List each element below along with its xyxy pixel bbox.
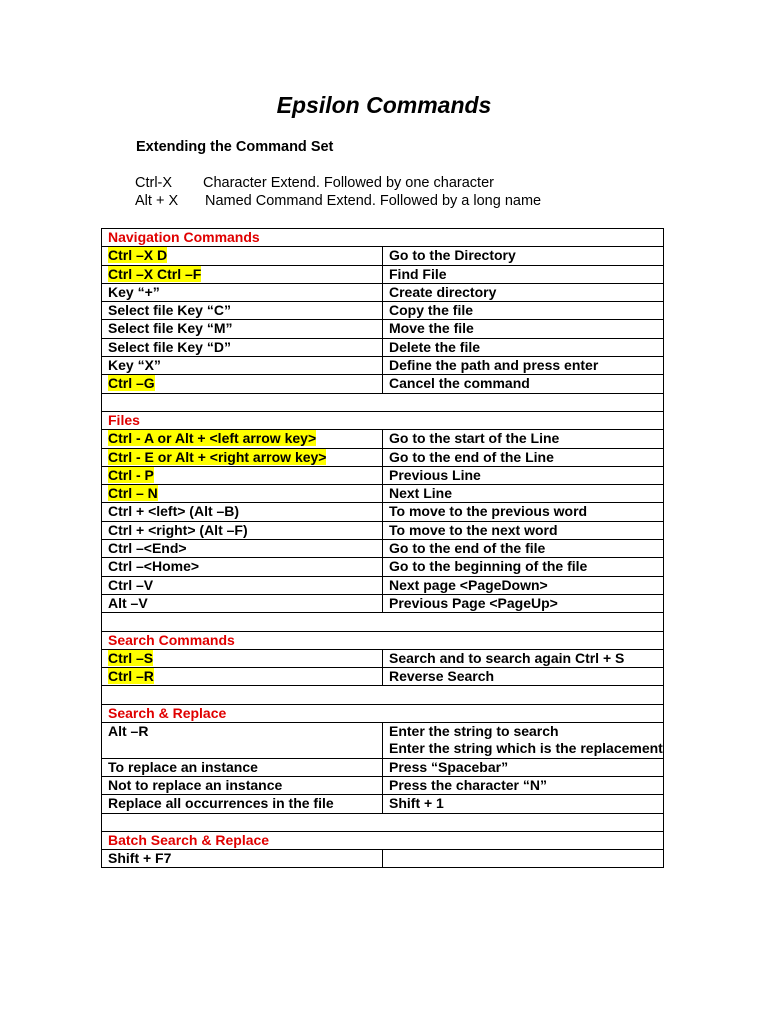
highlighted-key: Ctrl –G (108, 375, 155, 392)
highlighted-key: Ctrl – N (108, 485, 158, 502)
command-action: Next Line (383, 485, 664, 503)
command-key: Not to replace an instance (102, 776, 383, 794)
table-row (102, 723, 664, 759)
table-row (102, 375, 664, 393)
command-action: Go to the end of the file (383, 540, 664, 558)
table-row (102, 576, 664, 594)
table-row (102, 850, 664, 868)
command-key (102, 430, 383, 448)
table-row (102, 485, 664, 503)
command-key: Shift + F7 (102, 850, 383, 868)
commands-table-body (102, 229, 664, 868)
command-action: Go to the end of the Line (383, 448, 664, 466)
highlighted-key: Ctrl –R (108, 668, 154, 685)
command-action: Next page <PageDown> (383, 576, 664, 594)
highlighted-key: Ctrl –S (108, 649, 154, 666)
spacer-cell (102, 813, 664, 831)
table-row (102, 795, 664, 813)
highlighted-key: Ctrl - A or Alt + <left arrow key> (108, 430, 317, 447)
intro-key: Ctrl-X (135, 175, 173, 191)
section-title: Files (102, 411, 664, 429)
section-header-row (102, 411, 664, 429)
section-title: Search Commands (102, 631, 664, 649)
table-row (102, 466, 664, 484)
table-row (102, 558, 664, 576)
section-header-row (102, 704, 664, 722)
spacer-cell (102, 613, 664, 631)
command-action: Move the file (383, 320, 664, 338)
table-row (102, 430, 664, 448)
command-key (102, 485, 383, 503)
command-action: Copy the file (383, 302, 664, 320)
command-action-line: Enter the string to search (389, 723, 559, 740)
command-key: Ctrl –<End> (102, 540, 383, 558)
command-key: Select file Key “C” (102, 302, 383, 320)
commands-table (101, 228, 664, 868)
spacer-row (102, 686, 664, 704)
table-row (102, 283, 664, 301)
command-key: Ctrl + <right> (Alt –F) (102, 521, 383, 539)
command-action: Go to the beginning of the file (383, 558, 664, 576)
table-row (102, 338, 664, 356)
command-key (102, 466, 383, 484)
table-row (102, 247, 664, 265)
command-action: To move to the previous word (383, 503, 664, 521)
command-action: Cancel the command (383, 375, 664, 393)
command-action: Go to the start of the Line (383, 430, 664, 448)
intro-key: Alt + X (135, 193, 179, 209)
section-title: Search & Replace (102, 704, 664, 722)
command-key: Key “+” (102, 283, 383, 301)
command-key (102, 247, 383, 265)
command-key: Ctrl –<Home> (102, 558, 383, 576)
command-key: Select file Key “D” (102, 338, 383, 356)
command-key: Ctrl –V (102, 576, 383, 594)
highlighted-key: Ctrl - P (108, 466, 154, 483)
command-action: Shift + 1 (383, 795, 664, 813)
intro-desc: Character Extend. Followed by one character (203, 175, 494, 191)
table-row (102, 448, 664, 466)
section-header-row (102, 229, 664, 247)
section-header-row (102, 831, 664, 849)
command-action: Reverse Search (383, 668, 664, 686)
section-title: Batch Search & Replace (102, 831, 664, 849)
command-action: Search and to search again Ctrl + S (383, 649, 664, 667)
table-row (102, 302, 664, 320)
section-header-row (102, 631, 664, 649)
command-action: Find File (383, 265, 664, 283)
command-action (383, 850, 664, 868)
intro-line (135, 175, 494, 191)
table-row (102, 265, 664, 283)
table-row (102, 776, 664, 794)
command-key: Alt –V (102, 594, 383, 612)
command-action: Delete the file (383, 338, 664, 356)
command-key (102, 265, 383, 283)
highlighted-key: Ctrl - E or Alt + <right arrow key> (108, 448, 327, 465)
command-key: To replace an instance (102, 758, 383, 776)
command-action: Create directory (383, 283, 664, 301)
command-action-line: Enter the string which is the replacement (389, 740, 663, 757)
table-row (102, 357, 664, 375)
command-key (102, 375, 383, 393)
command-action: Go to the Directory (383, 247, 664, 265)
table-row (102, 649, 664, 667)
command-action: Press the character “N” (383, 776, 664, 794)
table-row (102, 521, 664, 539)
command-action: Define the path and press enter (383, 357, 664, 375)
command-key (102, 668, 383, 686)
command-action: Previous Page <PageUp> (383, 594, 664, 612)
command-key (102, 649, 383, 667)
spacer-cell (102, 393, 664, 411)
table-row (102, 320, 664, 338)
table-row (102, 758, 664, 776)
table-row (102, 668, 664, 686)
table-row (102, 503, 664, 521)
command-action: Previous Line (383, 466, 664, 484)
command-key: Key “X” (102, 357, 383, 375)
command-key: Ctrl + <left> (Alt –B) (102, 503, 383, 521)
intro-desc: Named Command Extend. Followed by a long name (205, 193, 542, 209)
highlighted-key: Ctrl –X Ctrl –F (108, 265, 202, 282)
intro-line (135, 193, 541, 209)
highlighted-key: Ctrl –X D (108, 247, 168, 264)
command-key (102, 448, 383, 466)
spacer-cell (102, 686, 664, 704)
command-action (383, 723, 664, 759)
command-action: To move to the next word (383, 521, 664, 539)
document-title: Epsilon Commands (276, 92, 492, 118)
spacer-row (102, 393, 664, 411)
command-action: Press “Spacebar” (383, 758, 664, 776)
section-title: Navigation Commands (102, 229, 664, 247)
spacer-row (102, 813, 664, 831)
document-subtitle: Extending the Command Set (136, 139, 334, 155)
command-key: Select file Key “M” (102, 320, 383, 338)
command-key: Alt –R (102, 723, 383, 759)
command-key: Replace all occurrences in the file (102, 795, 383, 813)
table-row (102, 540, 664, 558)
spacer-row (102, 613, 664, 631)
table-row (102, 594, 664, 612)
